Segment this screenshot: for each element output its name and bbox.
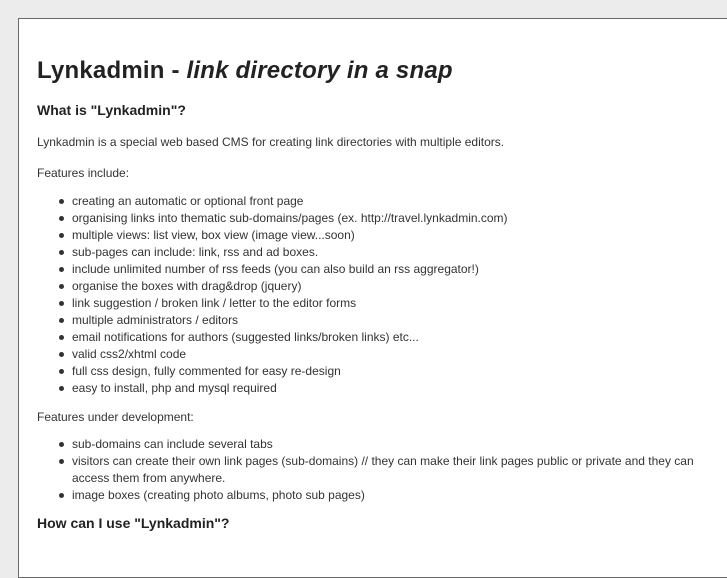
page-title — [37, 55, 727, 87]
content-panel — [18, 18, 727, 578]
page-title-tagline: link directory in a snap — [186, 57, 453, 84]
list-item: image boxes (creating photo albums, photo sub pages) — [72, 487, 696, 504]
list-item: sub-domains can include several tabs — [72, 436, 696, 453]
list-item: multiple views: list view, box view (image view...soon) — [72, 227, 696, 244]
list-item: valid css2/xhtml code — [72, 346, 696, 363]
list-item: easy to install, php and mysql required — [72, 380, 696, 397]
list-item: organising links into thematic sub-domains/pages (ex. http://travel.lynkadmin.com) — [72, 210, 696, 227]
list-item: include unlimited number of rss feeds (you can also build an rss aggregator!) — [72, 261, 696, 278]
list-item: visitors can create their own link pages (sub-domains) // they can make their link pages public or private and they can access them from anywhere. — [72, 453, 696, 487]
features-label: Features include: — [37, 166, 130, 180]
section-heading-what-is: What is "Lynkadmin"? — [37, 102, 186, 118]
page-title-main: Lynkadmin - — [37, 57, 187, 84]
section-heading-how-to-use: How can I use "Lynkadmin"? — [37, 515, 230, 531]
features-list — [37, 193, 727, 397]
list-item: multiple administrators / editors — [72, 312, 696, 329]
list-item: sub-pages can include: link, rss and ad boxes. — [72, 244, 696, 261]
list-item: full css design, fully commented for easy re-design — [72, 363, 696, 380]
intro-text: Lynkadmin is a special web based CMS for creating link directories with multiple editors. — [37, 135, 505, 149]
dev-features-list — [37, 436, 727, 504]
list-item: organise the boxes with drag&drop (jquery) — [72, 278, 696, 295]
list-item: email notifications for authors (suggested links/broken links) etc... — [72, 329, 696, 346]
list-item: creating an automatic or optional front page — [72, 193, 696, 210]
list-item: link suggestion / broken link / letter to the editor forms — [72, 295, 696, 312]
dev-features-label: Features under development: — [37, 410, 194, 424]
